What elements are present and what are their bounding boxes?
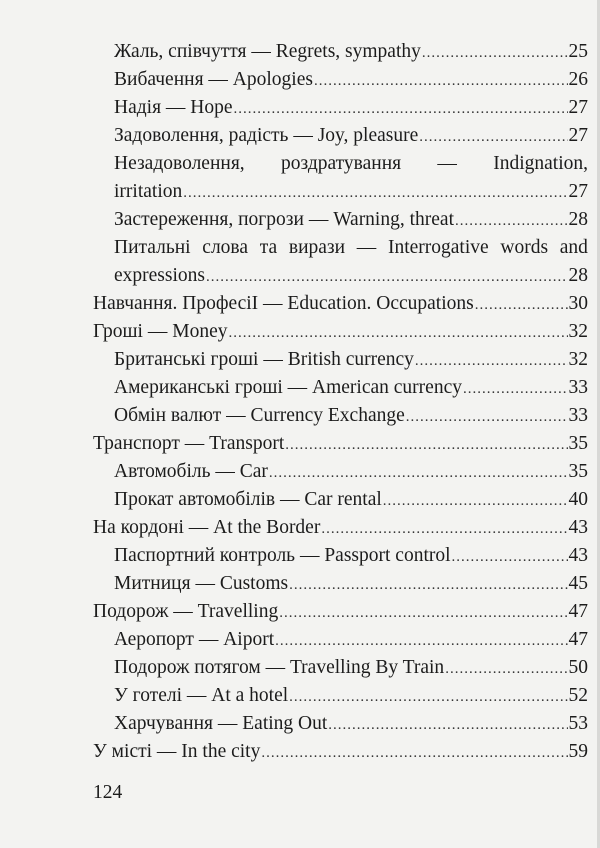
toc-entry-title: Автомобіль — Car	[114, 461, 268, 482]
toc-entry-page: 32	[568, 349, 588, 370]
toc-entry	[0, 122, 600, 150]
toc-entry-title: Надія — Hope	[114, 97, 233, 118]
toc-entry	[0, 38, 600, 66]
dot-leader	[463, 375, 568, 403]
toc-entry-title-word: Indignation,	[493, 153, 588, 174]
toc-entry-title-word: та	[259, 237, 278, 258]
toc-entry	[0, 346, 600, 374]
toc-entry-page: 26	[568, 69, 588, 90]
toc-entry-title-word: and	[559, 237, 588, 258]
toc-entry	[0, 514, 600, 542]
toc-entry	[0, 570, 600, 598]
toc-entry-title-word: Незадоволення,	[114, 153, 245, 174]
toc-entry-title: На кордоні — At the Border	[93, 517, 321, 538]
toc-entry-page: 50	[568, 657, 588, 678]
toc-entry-page: 45	[568, 573, 588, 594]
toc-entry-page: 35	[568, 461, 588, 482]
toc-entry-title: Подорож потягом — Travelling By Train	[114, 657, 445, 678]
dot-leader	[314, 67, 568, 95]
dot-leader	[289, 683, 567, 711]
toc-entry	[0, 738, 600, 766]
toc-entry-title-word: вирази	[288, 237, 346, 258]
dot-leader	[183, 179, 567, 207]
toc-entry-page: 28	[568, 265, 588, 286]
toc-entry-page: 33	[568, 405, 588, 426]
toc-entry	[0, 626, 600, 654]
toc-entry-title: У готелі — At a hotel	[114, 685, 289, 706]
toc-entry	[0, 66, 600, 94]
toc-entry-title: Навчання. ПрофесiI — Education. Occupations	[93, 293, 474, 314]
toc-entry-page: 43	[568, 517, 588, 538]
toc-entry	[0, 458, 600, 486]
toc-entry-title: Митниця — Customs	[114, 573, 289, 594]
toc-entry-title: Жаль, співчуття — Regrets, sympathy	[114, 41, 421, 62]
dot-leader	[328, 711, 567, 739]
toc-entry	[0, 710, 600, 738]
toc-entry	[0, 598, 600, 626]
dot-leader	[415, 347, 568, 375]
toc-entry-title: Паспортний контроль — Passport control	[114, 545, 451, 566]
toc-entry-page: 30	[568, 293, 588, 314]
toc-entry-title-word: —	[437, 153, 457, 174]
dot-leader	[228, 319, 567, 347]
toc-entry-title: Задоволення, радість — Joy, pleasure	[114, 125, 419, 146]
dot-leader	[475, 291, 568, 319]
toc-entry-title: expressions	[114, 265, 205, 286]
toc-entry-page: 40	[568, 489, 588, 510]
toc-entry-title: irritation	[114, 181, 183, 202]
toc-entry-title: Британські гроші — British currency	[114, 349, 414, 370]
dot-leader	[406, 403, 568, 431]
page-number: 124	[93, 782, 123, 803]
dot-leader	[234, 95, 568, 123]
dot-leader	[383, 487, 568, 515]
toc-entry-title: Застереження, погрози — Warning, threat	[114, 209, 454, 230]
dot-leader	[455, 207, 568, 235]
toc-entry-title-word: —	[356, 237, 377, 258]
toc-entry-title-word: words	[500, 237, 549, 258]
toc-entry	[0, 318, 600, 346]
toc-entry-title: Гроші — Money	[93, 321, 228, 342]
table-of-contents	[0, 38, 600, 766]
toc-entry-page: 27	[568, 181, 588, 202]
toc-entry-page: 47	[568, 601, 588, 622]
toc-entry-title: Прокат автомобілів — Car rental	[114, 489, 382, 510]
toc-entry-page: 25	[568, 41, 588, 62]
toc-entry-page: 27	[568, 97, 588, 118]
toc-entry	[0, 542, 600, 570]
dot-leader	[321, 515, 567, 543]
toc-entry-title: Подорож — Travelling	[93, 601, 279, 622]
toc-entry	[0, 430, 600, 458]
toc-entry-title-line	[0, 234, 600, 262]
toc-entry-page: 52	[568, 685, 588, 706]
toc-entry	[0, 402, 600, 430]
toc-entry-title: Вибачення — Apologies	[114, 69, 313, 90]
toc-entry-page: 33	[568, 377, 588, 398]
dot-leader	[289, 571, 567, 599]
dot-leader	[206, 263, 568, 291]
toc-entry-title: У місті — In the city	[93, 741, 261, 762]
dot-leader	[285, 431, 567, 459]
toc-entry-title: Харчування — Eating Out	[114, 713, 328, 734]
dot-leader	[445, 655, 567, 683]
toc-entry-title-word: слова	[202, 237, 249, 258]
toc-entry-title: Американські гроші — American currency	[114, 377, 462, 398]
toc-entry	[0, 94, 600, 122]
dot-leader	[269, 459, 568, 487]
toc-entry-title: Аеропорт — Aiport	[114, 629, 275, 650]
dot-leader	[275, 627, 567, 655]
toc-entry-title-word: Питальні	[114, 237, 191, 258]
dot-leader	[452, 543, 568, 571]
toc-entry-page: 43	[568, 545, 588, 566]
toc-entry-page: 59	[568, 741, 588, 762]
toc-entry-title-word: Interrogative	[387, 237, 489, 258]
toc-entry-page: 35	[568, 433, 588, 454]
toc-entry-title: Транспорт — Transport	[93, 433, 285, 454]
toc-entry	[0, 234, 600, 290]
toc-entry-title-word: роздратування	[280, 153, 402, 174]
dot-leader	[279, 599, 567, 627]
toc-entry-page: 27	[568, 125, 588, 146]
toc-entry-title-line	[0, 150, 600, 178]
toc-entry	[0, 150, 600, 206]
dot-leader	[419, 123, 567, 151]
toc-entry	[0, 682, 600, 710]
toc-entry	[0, 654, 600, 682]
dot-leader	[422, 39, 568, 67]
toc-entry-title: Обмін валют — Currency Exchange	[114, 405, 405, 426]
toc-entry	[0, 486, 600, 514]
toc-entry	[0, 290, 600, 318]
toc-entry	[0, 206, 600, 234]
dot-leader	[261, 739, 567, 767]
toc-entry-page: 28	[568, 209, 588, 230]
toc-entry-page: 53	[568, 713, 588, 734]
toc-entry	[0, 374, 600, 402]
toc-entry-page: 32	[568, 321, 588, 342]
toc-entry-page: 47	[568, 629, 588, 650]
